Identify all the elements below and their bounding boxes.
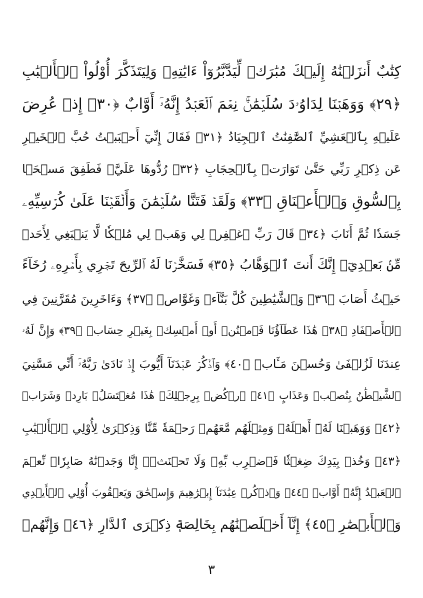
verse-line-15: وَٱلۡأَبۡصَٰرِ ﴿٤٥﴾ إِنَّآ أَخۡلَصۡنَٰهُم بِخَالِصَةٖ ذِكۡرَى ٱلدَّارِ ﴿٤٦﴾ وَإِنَّهُمۡ [22,517,401,534]
verse-line-9: ٱلۡأَصۡفَادِ ﴿٣٨﴾ هَٰذَا عَطَآؤُنَا فَٱمۡنُنۡ أَوۡ أَمۡسِكۡ بِغَيۡرِ حِسَابٖ ﴿٣٩﴾ وَإِنَّ لَهُۥ [22,324,401,338]
verse-line-8: حَيۡثُ أَصَابَ ﴿٣٦﴾ وَٱلشَّيَٰطِينَ كُلَّ بَنَّآءٖ وَغَوَّاصٖ ﴿٣٧﴾ وَءَاخَرِينَ مُقَرَّنِينَ فِي [22,291,401,306]
verse-line-1: كِتَٰبٌ أَنزَلۡنَٰهُ إِلَيۡكَ مُبَٰرَكٞ لِّيَدَّبَّرُوٓاْ ءَايَٰتِهِۦ وَلِيَتَذَكَّرَ أُوْلُواْ ٱلۡأَلۡبَٰبِ [22,64,401,80]
verse-line-12: ﴿٤٢﴾ وَوَهَبۡنَا لَهُۥٓ أَهۡلَهُۥ وَمِثۡلَهُم مَّعَهُمۡ رَحۡمَةٗ مِّنَّا وَذِكۡرَىٰ لِأُوْلِي ٱلۡأَلۡبَٰبِ [22,421,401,436]
verse-line-2: ﴿٢٩﴾ وَوَهَبۡنَا لِدَاوُۥدَ سُلَيۡمَٰنَۚ نِعۡمَ ٱلۡعَبۡدُ إِنَّهُۥٓ أَوَّابٌ ﴿٣٠﴾ إِذۡ عُرِضَ [22,95,401,114]
verse-line-13: ﴿٤٣﴾ وَخُذۡ بِيَدِكَ ضِغۡثٗا فَٱضۡرِب بِّهِۦ وَلَا تَحۡنَثۡۗ إِنَّا وَجَدۡنَٰهُ صَابِرٗاۚ نِّعۡمَ [22,453,401,468]
page-number: ٣ [208,563,215,578]
verse-line-7: مِّنۢ بَعۡدِيٓۖ إِنَّكَ أَنتَ ٱلۡوَهَّابُ ﴿٣٥﴾ فَسَخَّرۡنَا لَهُ ٱلرِّيحَ تَجۡرِي بِأَمۡرِهِۦ رُخَآءً [22,258,401,274]
verse-line-6: جَسَدٗا ثُمَّ أَنَابَ ﴿٣٤﴾ قَالَ رَبِّ ٱغۡفِرۡ لِي وَهَبۡ لِي مُلۡكٗا لَّا يَنۢبَغِي لِأَحَدٖ [22,226,401,241]
verse-line-3: عَلَيۡهِ بِٱلۡعَشِيِّ ٱلصَّٰفِنَٰتُ ٱلۡجِيَادُ ﴿٣١﴾ فَقَالَ إِنِّيٓ أَحۡبَبۡتُ حُبَّ ٱلۡخَيۡرِ [22,129,401,144]
verse-line-10: عِندَنَا لَزُلۡفَىٰ وَحُسۡنَ مَـَٔابٖ ﴿٤٠﴾ وَٱذۡكُرۡ عَبۡدَنَآ أَيُّوبَ إِذۡ نَادَىٰ رَبَّهُۥٓ أَنِّي مَسَّنِيَ [22,356,401,371]
verse-line-4: عَن ذِكۡرِ رَبِّي حَتَّىٰ تَوَارَتۡ بِٱلۡحِجَابِ ﴿٣٢﴾ رُدُّوهَا عَلَيَّۖ فَطَفِقَ مَسۡحَۢا [22,162,401,177]
verse-line-11: ٱلشَّيۡطَٰنُ بِنُصۡبٖ وَعَذَابٍ ﴿٤١﴾ ٱرۡكُضۡ بِرِجۡلِكَۖ هَٰذَا مُغۡتَسَلُۢ بَارِدٞ وَشَرَابٞ [22,389,401,402]
verse-line-5: بِٱلسُّوقِ وَٱلۡأَعۡنَاقِ ﴿٣٣﴾ وَلَقَدۡ فَتَنَّا سُلَيۡمَٰنَ وَأَلۡقَيۡنَا عَلَىٰ كُرۡسِيِّهِۦ [22,193,401,210]
verse-line-14: ٱلۡعَبۡدُ إِنَّهُۥٓ أَوَّابٞ ﴿٤٤﴾ وَٱذۡكُرۡ عِبَٰدَنَآ إِبۡرَٰهِيمَ وَإِسۡحَٰقَ وَيَعۡقُوبَ أُوْلِي ٱلۡأَيۡدِي [22,487,401,500]
verse-lines [22,56,401,542]
